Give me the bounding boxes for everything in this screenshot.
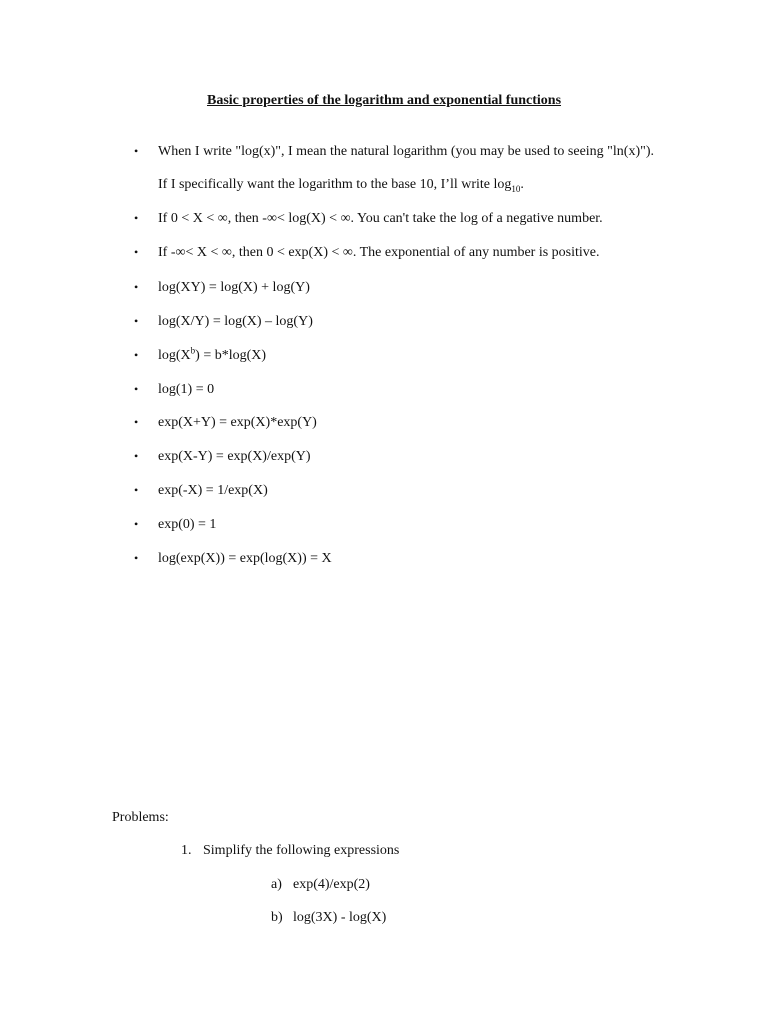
problem-text: Simplify the following expressions	[203, 843, 400, 858]
bullet-icon: •	[134, 144, 139, 158]
list-item	[134, 278, 310, 296]
continuation-end: .	[520, 177, 524, 192]
formula-part: ) = b*log(X)	[195, 348, 267, 363]
list-item-text: exp(0) = 1	[158, 517, 217, 532]
list-item	[134, 447, 311, 465]
bullet-icon: •	[134, 348, 139, 362]
list-item-text: log(XY) = log(X) + log(Y)	[158, 280, 310, 295]
page-title: Basic properties of the logarithm and exponential functions	[206, 93, 562, 108]
base-subscript: 10	[511, 183, 521, 194]
list-item-text: If -∞< X < ∞, then 0 < exp(X) < ∞. The exponential of any number is positive.	[158, 245, 600, 260]
subitem-text: log(3X) - log(X)	[293, 910, 387, 925]
problem-item	[181, 842, 399, 860]
list-item	[134, 312, 313, 330]
list-item-text: log(1) = 0	[158, 382, 215, 397]
bullet-icon: •	[134, 449, 139, 463]
problem-number: 1.	[181, 843, 192, 858]
problem-subitem	[271, 909, 386, 927]
list-item-continuation	[158, 176, 524, 194]
list-item	[134, 481, 268, 499]
list-item-text: exp(-X) = 1/exp(X)	[158, 483, 268, 498]
problem-subitem	[271, 876, 370, 894]
bullet-icon: •	[134, 551, 139, 565]
list-item-text: log(X/Y) = log(X) – log(Y)	[158, 314, 313, 329]
list-item	[134, 380, 214, 398]
subitem-text: exp(4)/exp(2)	[293, 877, 370, 892]
list-item	[134, 209, 603, 227]
bullet-icon: •	[134, 280, 139, 294]
bullet-icon: •	[134, 483, 139, 497]
list-item-text: If 0 < X < ∞, then -∞< log(X) < ∞. You can't take the log of a negative number.	[158, 211, 603, 226]
formula-part: log(X	[158, 348, 191, 363]
list-item-text: log(exp(X)) = exp(log(X)) = X	[158, 551, 332, 566]
problems-heading: Problems:	[112, 810, 169, 825]
continuation-text: If I specifically want the logarithm to the base 10, I’ll write log	[158, 177, 512, 192]
list-item-text	[158, 347, 266, 365]
subitem-letter: b)	[271, 910, 283, 925]
list-item	[134, 142, 654, 160]
bullet-icon: •	[134, 382, 139, 396]
list-item	[134, 346, 266, 364]
exponent-superscript: b	[190, 345, 196, 356]
bullet-icon: •	[134, 415, 139, 429]
bullet-icon: •	[134, 314, 139, 328]
list-item-text: When I write "log(x)", I mean the natural logarithm (you may be used to seeing "ln(x)").	[158, 144, 654, 159]
bullet-icon: •	[134, 211, 139, 225]
list-item-text: exp(X+Y) = exp(X)*exp(Y)	[158, 415, 317, 430]
list-item-text: exp(X-Y) = exp(X)/exp(Y)	[158, 449, 311, 464]
list-item	[134, 549, 332, 567]
subitem-letter: a)	[271, 877, 282, 892]
list-item	[134, 413, 317, 431]
list-item	[134, 243, 600, 261]
list-item	[134, 515, 216, 533]
bullet-icon: •	[134, 245, 139, 259]
bullet-icon: •	[134, 517, 139, 531]
